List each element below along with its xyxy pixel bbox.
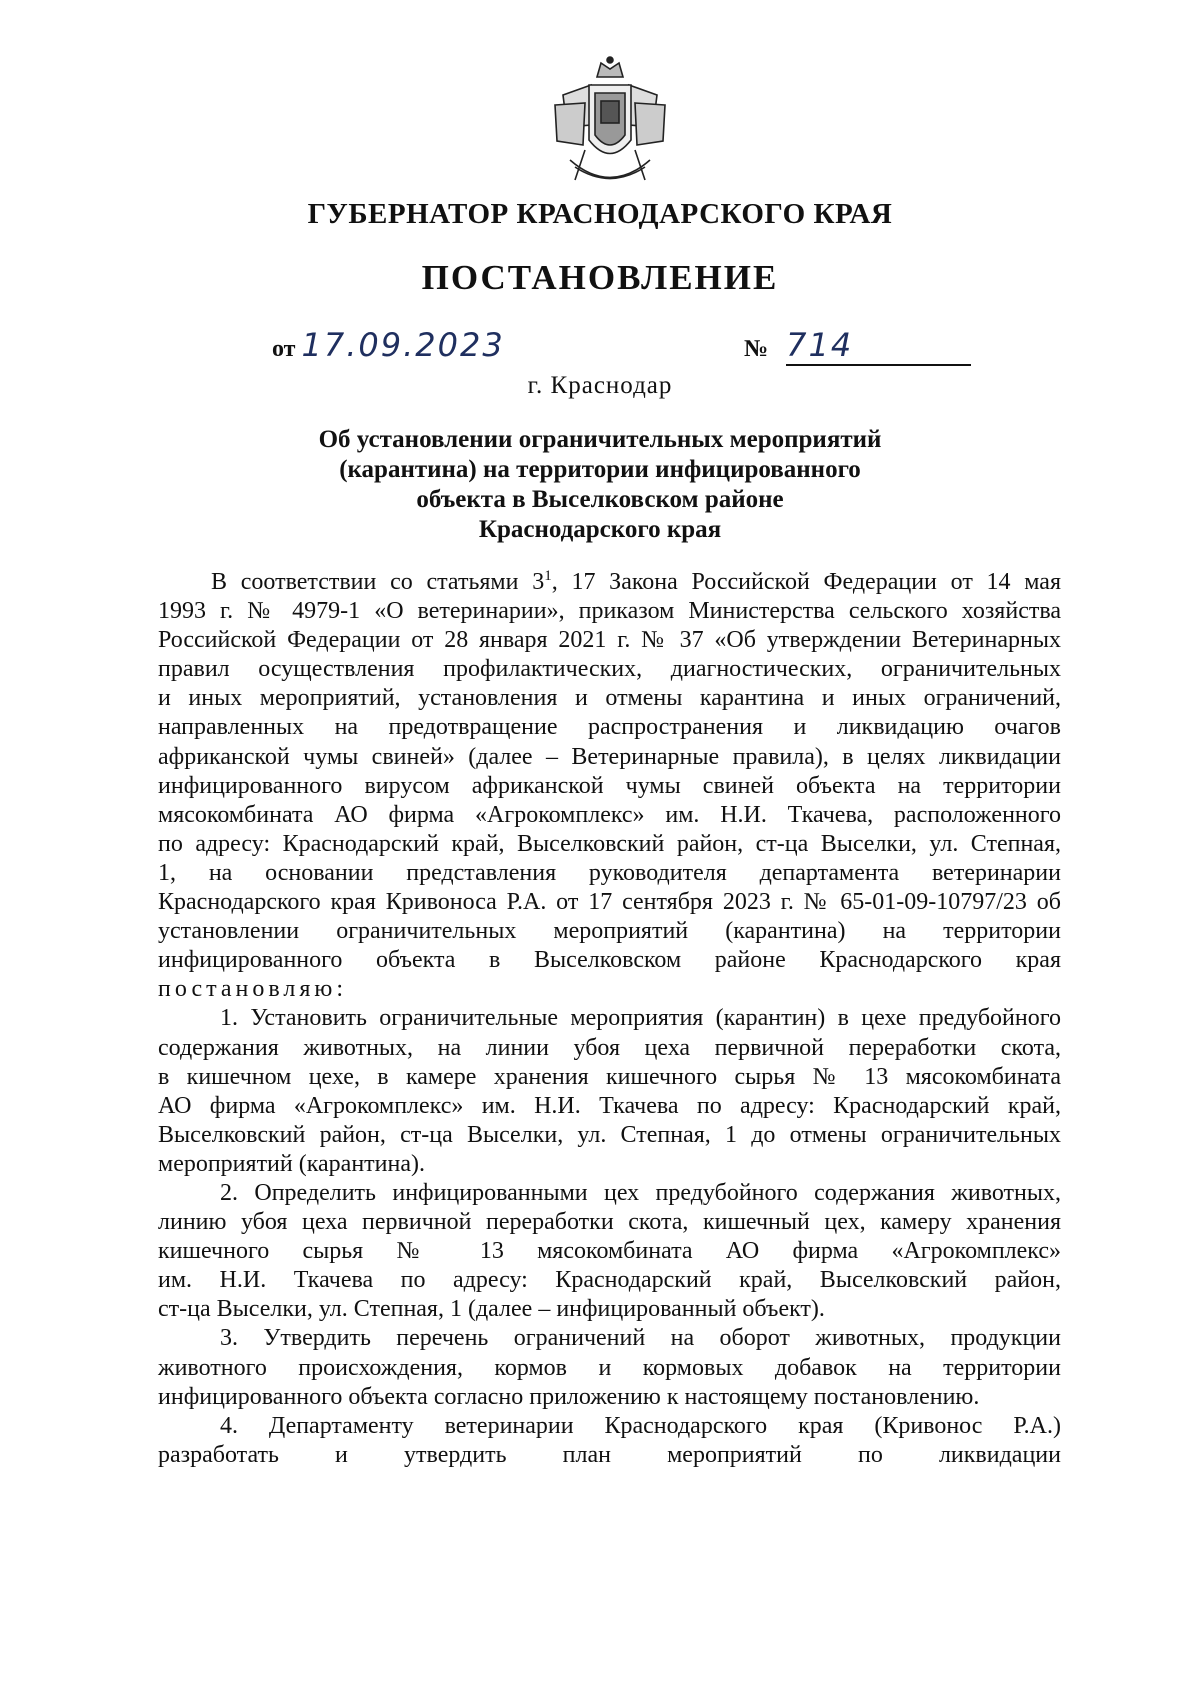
issuing-authority: ГУБЕРНАТОР КРАСНОДАРСКОГО КРАЯ xyxy=(307,198,893,230)
date-prefix: от xyxy=(272,336,296,362)
body-line: животного происхождения, кормов и кормовых добавок на территории xyxy=(158,1354,1061,1381)
body-line: В соответствии со статьями $3^1$, 17 Закона Российской Федерации от 14 мая xyxy=(211,568,1061,595)
body-line: Российской Федерации от 28 января 2021 г. № 37 «Об утверждении Ветеринарных xyxy=(158,627,1061,654)
body-line: 3. Утвердить перечень ограничений на оборот животных, продукции xyxy=(220,1325,1061,1352)
body-line: кишечного сырья № 13 мясокомбината АО фирма «Агрокомплекс» xyxy=(158,1238,1061,1265)
body-line: им. Н.И. Ткачева по адресу: Краснодарский край, Выселковский район, xyxy=(158,1267,1061,1294)
document-title xyxy=(0,425,1200,545)
body-line: ст-ца Выселки, ул. Степная, 1 (далее – инфицированный объект). xyxy=(158,1296,825,1323)
title-line: Об установлении ограничительных мероприятий xyxy=(318,426,882,453)
body-line: содержания животных, на линии убоя цеха первичной переработки скота, xyxy=(158,1034,1061,1061)
body-line: в кишечном цехе, в камере хранения кишечного сырья № 13 мясокомбината xyxy=(158,1063,1061,1090)
date-value: 17.09.2023 xyxy=(301,326,505,364)
number-block xyxy=(744,326,971,366)
body-line: африканской чумы свиней» (далее – Ветеринарные правила), в целях ликвидации xyxy=(158,743,1061,770)
body-line: Краснодарского края Кривоноса Р.А. от 17 сентября 2023 г. № 65-01-09-10797/23 об xyxy=(158,889,1061,916)
title-line: объекта в Выселковском районе xyxy=(416,486,784,513)
number-prefix: № xyxy=(744,336,769,362)
number-value: 714 xyxy=(786,326,854,364)
body-line: направленных на предотвращение распространения и ликвидацию очагов xyxy=(158,714,1061,741)
body-line: установлении ограничительных мероприятий (карантина) на территории xyxy=(158,918,1061,945)
body-line: и иных мероприятий, установления и отмены карантина и иных ограничений, xyxy=(158,685,1061,712)
superscript: 1 xyxy=(544,568,552,584)
body-line: 4. Департаменту ветеринарии Краснодарского края (Кривонос Р.А.) xyxy=(220,1412,1061,1439)
body-line: инфицированного объекта согласно приложению к настоящему постановлению. xyxy=(158,1383,980,1410)
document-type: ПОСТАНОВЛЕНИЕ xyxy=(421,258,779,297)
krasnodar-krai-coat-of-arms-icon xyxy=(545,55,675,195)
title-line: (карантина) на территории инфицированного xyxy=(339,456,861,483)
body-line: линию убоя цеха первичной переработки скота, кишечный цех, камеру хранения xyxy=(158,1209,1061,1236)
body-line: разработать и утвердить план мероприятий по ликвидации xyxy=(158,1441,1061,1468)
body-line: 1. Установить ограничительные мероприятия (карантин) в цехе предубойного xyxy=(220,1005,1061,1032)
body-line: 2. Определить инфицированными цех предубойного содержания животных, xyxy=(220,1179,1061,1206)
title-line: Краснодарского края xyxy=(478,516,722,543)
city: г. Краснодар xyxy=(527,372,673,399)
body-line: 1, на основании представления руководителя департамента ветеринарии xyxy=(158,859,1061,886)
body-line: мероприятий (карантина). xyxy=(158,1150,425,1177)
body-line: Выселковский район, ст-ца Выселки, ул. Степная, 1 до отмены ограничительных xyxy=(158,1121,1061,1148)
date-block xyxy=(272,326,505,364)
body-line: 1993 г. № 4979-1 «О ветеринарии», приказом Министерства сельского хозяйства xyxy=(158,598,1061,625)
body-line: АО фирма «Агрокомплекс» им. Н.И. Ткачева по адресу: Краснодарский край, xyxy=(158,1092,1061,1119)
body-line: инфицированного объекта в Выселковском районе Краснодарского края xyxy=(158,947,1061,974)
resolution-word: постановляю: xyxy=(158,976,347,1003)
body-line: правил осуществления профилактических, диагностических, ограничительных xyxy=(158,656,1061,683)
document-body xyxy=(158,568,1061,1470)
body-line: инфицированного вирусом африканской чумы свиней объекта на территории xyxy=(158,772,1061,799)
body-line: мясокомбината АО фирма «Агрокомплекс» им. Н.И. Ткачева, расположенного xyxy=(158,801,1061,828)
body-line: по адресу: Краснодарский край, Выселковский район, ст-ца Выселки, ул. Степная, xyxy=(158,830,1061,857)
